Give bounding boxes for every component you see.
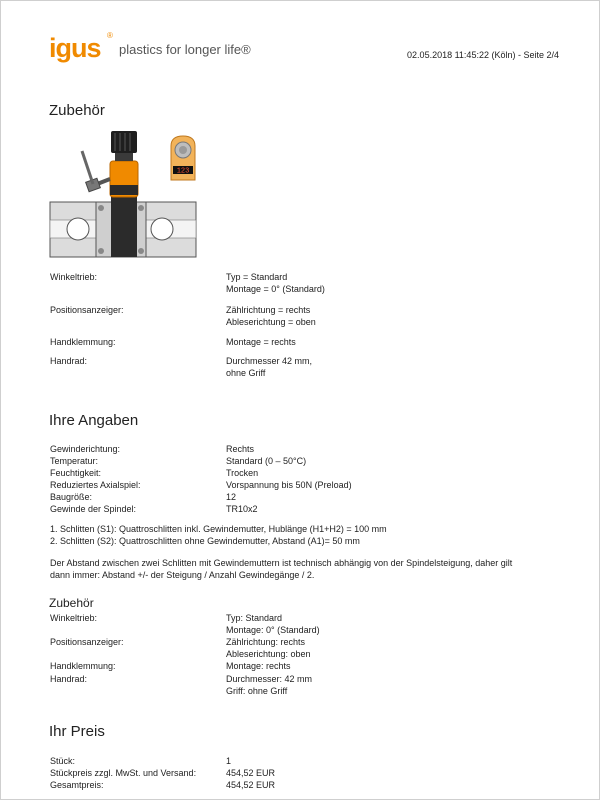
zubehoer1-value-handrad-2: ohne Griff xyxy=(226,368,266,378)
zubehoer1-value-positionsanzeiger-2: Ableserichtung = oben xyxy=(226,317,316,327)
zubehoer2-value-handklemmung: Montage: rechts xyxy=(226,661,291,671)
zubehoer1-value-handklemmung: Montage = rechts xyxy=(226,337,296,347)
preis-label-stueckpreis: Stückpreis zzgl. MwSt. und Versand: xyxy=(50,768,197,778)
preis-label-gesamtpreis: Gesamtpreis: xyxy=(50,780,104,790)
logo-brand: igus xyxy=(49,33,101,63)
header-datetime-page: 02.05.2018 11:45:22 (Köln) - Seite 2/4 xyxy=(407,50,559,60)
schlitten-line-2: 2. Schlitten (S2): Quattroschlitten ohne Gewindemutter, Abstand (A1)= 50 mm xyxy=(50,536,360,546)
angaben-label-temperatur: Temperatur: xyxy=(50,456,99,466)
zubehoer2-value-positionsanzeiger-2: Ableserichtung: oben xyxy=(226,649,311,659)
angaben-value-axialspiel: Vorspannung bis 50N (Preload) xyxy=(226,480,352,490)
zubehoer2-value-winkeltrieb-2: Montage: 0° (Standard) xyxy=(226,625,320,635)
section-title-ihre-angaben: Ihre Angaben xyxy=(49,412,139,429)
zubehoer1-value-winkeltrieb-1: Typ = Standard xyxy=(226,272,288,282)
zubehoer2-value-handrad-1: Durchmesser: 42 mm xyxy=(226,674,313,684)
preis-label-stueck: Stück: xyxy=(50,756,76,766)
logo-registered-mark: ® xyxy=(107,31,113,40)
angaben-value-gewinde-spindel: TR10x2 xyxy=(226,504,258,514)
angaben-value-feuchtigkeit: Trocken xyxy=(226,468,259,478)
abstand-hinweis-line-2: dann immer: Abstand +/- der Steigung / Anzahl Gewindegänge / 2. xyxy=(50,570,315,580)
zubehoer1-label-positionsanzeiger: Positionsanzeiger: xyxy=(50,305,124,315)
zubehoer1-label-handklemmung: Handklemmung: xyxy=(50,337,116,347)
counter-display-digits: 123 xyxy=(176,167,190,176)
zubehoer1-value-winkeltrieb-2: Montage = 0° (Standard) xyxy=(226,284,325,294)
preis-value-gesamtpreis: 454,52 EUR xyxy=(226,780,276,790)
subsection-title-zubehoer: Zubehör xyxy=(49,596,94,610)
angaben-label-feuchtigkeit: Feuchtigkeit: xyxy=(50,468,102,478)
preis-value-stueckpreis: 454,52 EUR xyxy=(226,768,276,778)
angaben-label-axialspiel: Reduziertes Axialspiel: xyxy=(50,480,141,490)
angaben-label-baugroesse: Baugröße: xyxy=(50,492,93,502)
zubehoer2-label-winkeltrieb: Winkeltrieb: xyxy=(50,613,98,623)
zubehoer2-label-positionsanzeiger: Positionsanzeiger: xyxy=(50,637,124,647)
angaben-value-gewinderichtung: Rechts xyxy=(226,444,255,454)
abstand-hinweis-line-1: Der Abstand zwischen zwei Schlitten mit Gewindemuttern ist technisch abhängig von der Spindelsteigung, daher gilt xyxy=(50,558,513,568)
zubehoer1-value-positionsanzeiger-1: Zählrichtung = rechts xyxy=(226,305,311,315)
zubehoer1-label-winkeltrieb: Winkeltrieb: xyxy=(50,272,98,282)
zubehoer2-value-winkeltrieb-1: Typ: Standard xyxy=(226,613,283,623)
section-title-zubehoer: Zubehör xyxy=(49,102,105,119)
angaben-label-gewinde-spindel: Gewinde der Spindel: xyxy=(50,504,137,514)
angaben-label-gewinderichtung: Gewinderichtung: xyxy=(50,444,121,454)
logo-tagline: plastics for longer life® xyxy=(119,42,251,57)
position-indicator-icon xyxy=(168,134,198,182)
zubehoer1-value-handrad-1: Durchmesser 42 mm, xyxy=(226,356,313,366)
preis-value-stueck: 1 xyxy=(226,756,232,766)
angaben-value-baugroesse: 12 xyxy=(226,492,237,502)
section-title-ihr-preis: Ihr Preis xyxy=(49,723,105,740)
zubehoer2-value-positionsanzeiger-1: Zählrichtung: rechts xyxy=(226,637,306,647)
zubehoer2-value-handrad-2: Griff: ohne Griff xyxy=(226,686,288,696)
zubehoer1-label-handrad: Handrad: xyxy=(50,356,88,366)
zubehoer2-label-handklemmung: Handklemmung: xyxy=(50,661,116,671)
zubehoer2-label-handrad: Handrad: xyxy=(50,674,88,684)
angaben-value-temperatur: Standard (0 – 50°C) xyxy=(226,456,307,466)
schlitten-line-1: 1. Schlitten (S1): Quattroschlitten inkl. Gewindemutter, Hublänge (H1+H2) = 100 mm xyxy=(50,524,387,534)
